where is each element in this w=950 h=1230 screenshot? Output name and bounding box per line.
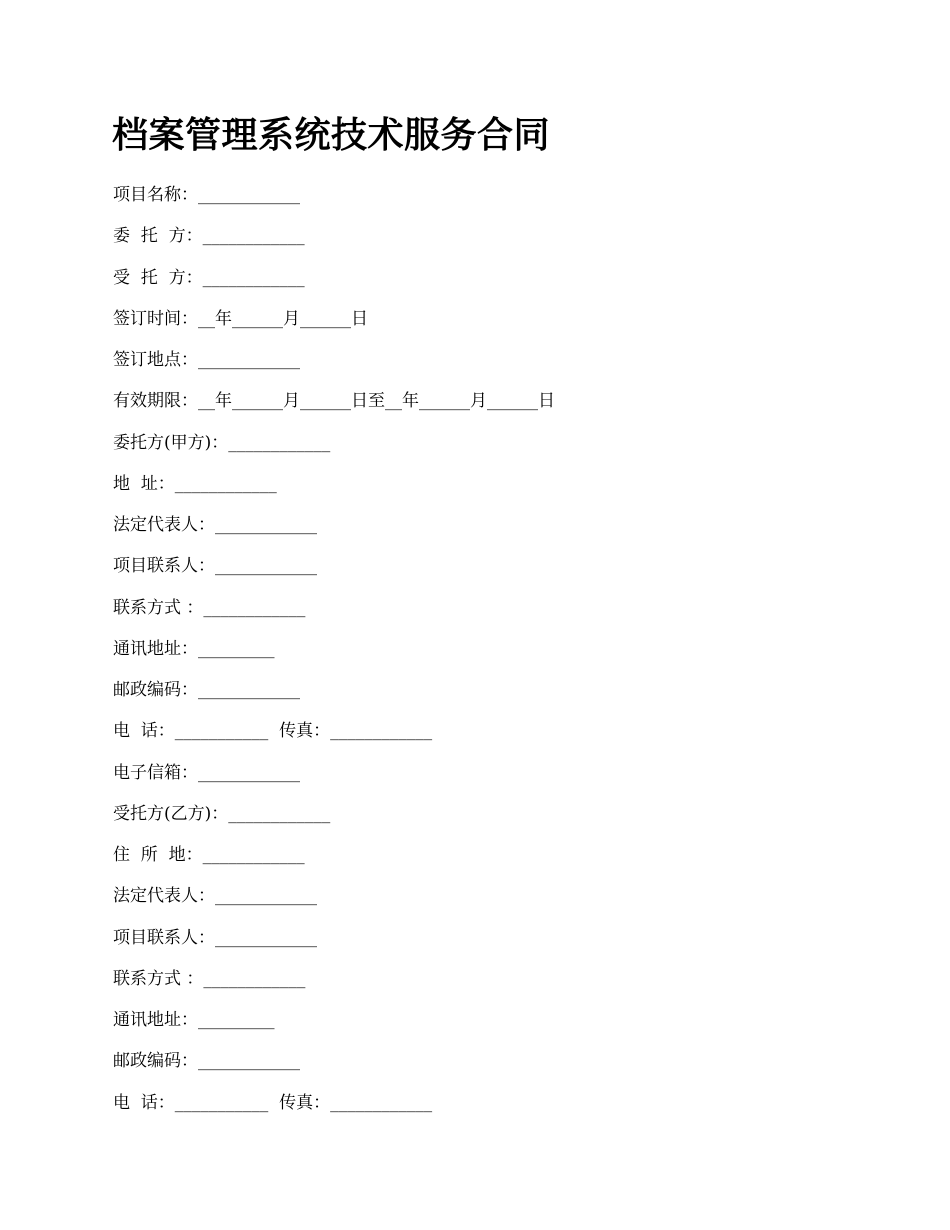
party-a-phone-fax-field: 电 话：___________ 传真：____________ — [113, 721, 433, 742]
party-b-mailing-address-field: 通讯地址：_________ — [113, 1010, 275, 1030]
document-title: 档案管理系统技术服务合同 — [112, 115, 551, 156]
party-b-legal-rep-field: 法定代表人：____________ — [113, 886, 317, 907]
signing-place-field: 签订地点：____________ — [113, 350, 300, 370]
contractor-field: 受 托 方：____________ — [113, 267, 305, 288]
client-field: 委 托 方：____________ — [113, 226, 305, 247]
party-a-email-field: 电子信箱：____________ — [113, 762, 300, 783]
party-a-mailing-address-field: 通讯地址：_________ — [113, 638, 275, 659]
party-b-postal-code-field: 邮政编码：____________ — [113, 1051, 300, 1072]
party-a-address-field: 地 址：____________ — [113, 473, 277, 494]
party-a-contact-method-field: 联系方式 ：____________ — [113, 597, 306, 618]
party-a-project-contact-field: 项目联系人：____________ — [113, 556, 317, 577]
party-b-contact-method-field: 联系方式 ：____________ — [113, 968, 306, 989]
party-a-postal-code-field: 邮政编码：____________ — [113, 680, 300, 700]
party-a-field: 委托方(甲方)：____________ — [113, 432, 331, 453]
party-b-phone-fax-field: 电 话：___________ 传真：____________ — [113, 1092, 433, 1113]
party-b-field: 受托方(乙方)：____________ — [113, 803, 331, 824]
party-b-domicile-field: 住 所 地：____________ — [113, 845, 305, 865]
party-b-project-contact-field: 项目联系人：____________ — [113, 927, 317, 948]
party-a-legal-rep-field: 法定代表人：____________ — [113, 515, 317, 535]
signing-date-field: 签订时间：__年______月______日 — [113, 308, 368, 329]
project-name-field: 项目名称：____________ — [113, 185, 300, 205]
contract-fields — [113, 175, 873, 1124]
validity-period-field: 有效期限：__年______月______日至__年______月______日 — [113, 391, 555, 412]
